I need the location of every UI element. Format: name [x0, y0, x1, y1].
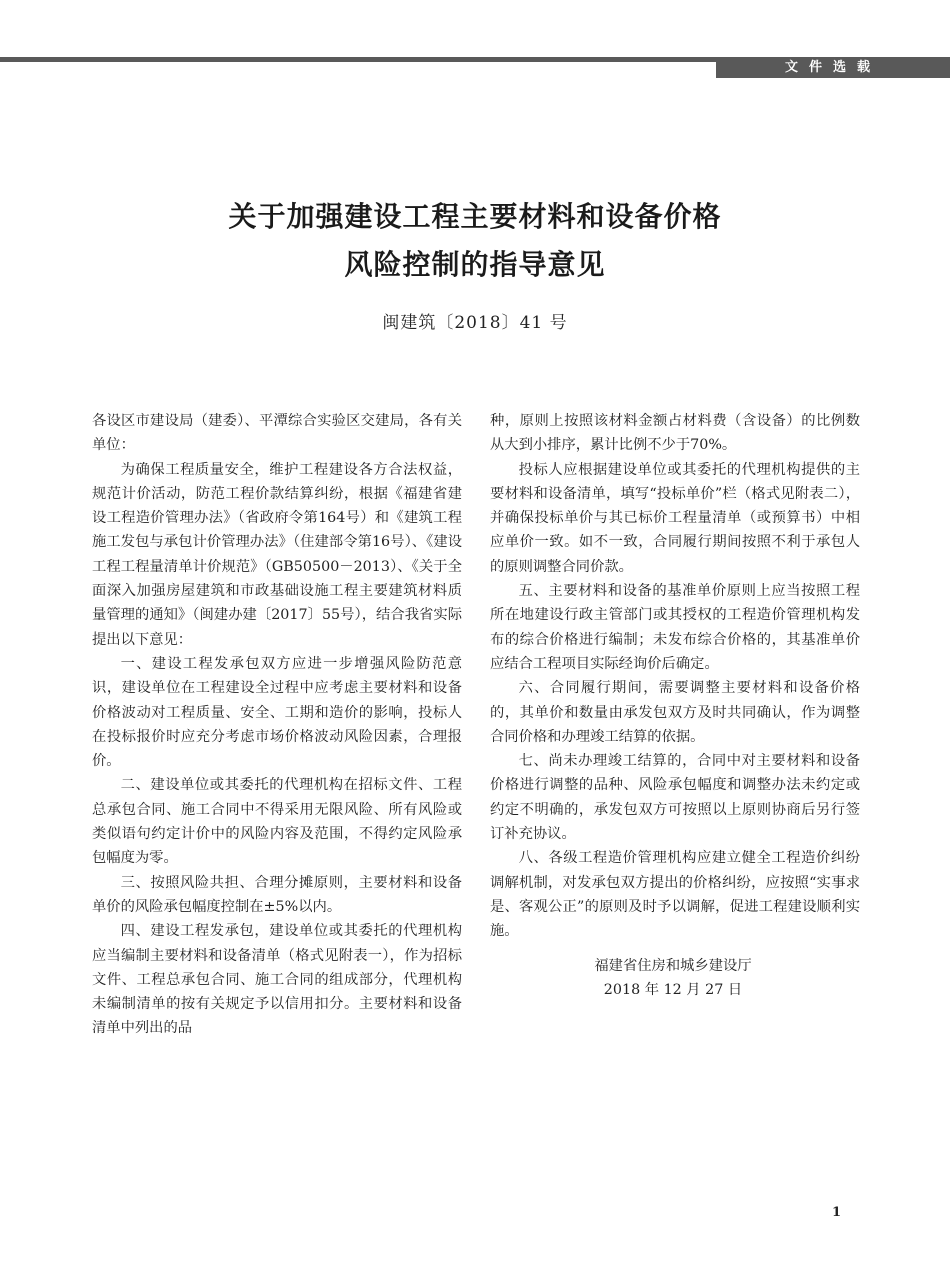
- paragraph-3: 三、按照风险共担、合理分摊原则，主要材料和设备单价的风险承包幅度控制在±5%以内。: [92, 874, 462, 915]
- paragraph-intro: 为确保工程质量安全，维护工程建设各方合法权益，规范计价活动，防范工程价款结算纠纷，根据《福建省建设工程造价管理办法》（省政府令第164号）和《建筑工程施工发包与承包计价管理办法》（住建部令第16号）、《建设工程工程量清单计价规范》（GB50500－2013）、《关于全面深入加强房屋建筑和市政基础设施工程主要建筑材料质量管理的通知》（闽建办建〔2017〕55号），结合我省实际提出以下意见：: [92, 461, 462, 648]
- paragraph-4: 四、建设工程发承包，建设单位或其委托的代理机构应当编制主要材料和设备清单（格式见附表一），作为招标文件、工程总承包合同、施工合同的组成部分，代理机构未编制清单的按有关规定予以信用扣分。主要材料和设备清单中列出的品: [92, 923, 462, 1037]
- paragraph-4-continued: 种，原则上按照该材料金额占材料费（含设备）的比例数从大到小排序，累计比例不少于70%。: [490, 413, 860, 454]
- title-line-1: 关于加强建设工程主要材料和设备价格: [228, 200, 722, 233]
- section-label: 文件选载: [716, 57, 950, 78]
- paragraph-8: 八、各级工程造价管理机构应建立健全工程造价纠纷调解机制，对发承包双方提出的价格纠纷，应按照“实事求是、客观公正”的原则及时予以调解，促进工程建设顺利实施。: [490, 850, 860, 940]
- issuer: 福建省住房和城乡建设厅: [594, 957, 752, 974]
- paragraph-6: 六、合同履行期间，需要调整主要材料和设备价格的，其单价和数量由承发包双方及时共同确认，作为调整合同价格和办理竣工结算的依据。: [490, 680, 860, 745]
- document-title: [0, 193, 950, 289]
- right-column: [490, 409, 860, 1002]
- page-number: 1: [832, 1205, 842, 1220]
- issue-date: 2018 年 12 月 27 日: [603, 981, 743, 998]
- paragraph-2: 二、建设单位或其委托的代理机构在招标文件、工程总承包合同、施工合同中不得采用无限风险、所有风险或类似语句约定计价中的风险内容及范围，不得约定风险承包幅度为零。: [92, 777, 462, 867]
- document-number: 闽建筑〔2018〕41 号: [382, 313, 568, 333]
- paragraph-5: 五、主要材料和设备的基准单价原则上应当按照工程所在地建设行政主管部门或其授权的工程造价管理机构发布的综合价格进行编制；未发布综合价格的，其基准单价应结合工程项目实际经询价后确定。: [490, 583, 860, 672]
- title-line-2: 风险控制的指导意见: [344, 248, 606, 281]
- paragraph-1: 一、建设工程发承包双方应进一步增强风险防范意识，建设单位在工程建设全过程中应考虑主要材料和设备价格波动对工程质量、安全、工期和造价的影响，投标人在投标报价时应充分考虑市场价格波动风险因素，合理报价。: [92, 655, 462, 770]
- paragraph-4b: 投标人应根据建设单位或其委托的代理机构提供的主要材料和设备清单，填写“投标单价”栏（格式见附表二），并确保投标单价与其已标价工程量清单（或预算书）中相应单价一致。如不一致，合同履行期间按照不利于承包人的原则调整合同价款。: [490, 461, 860, 575]
- left-column: [92, 409, 462, 1041]
- salutation: 各设区市建设局（建委）、平潭综合实验区交建局，各有关单位：: [92, 413, 462, 454]
- signature-block: [508, 954, 838, 1003]
- paragraph-7: 七、尚未办理竣工结算的，合同中对主要材料和设备价格进行调整的品种、风险承包幅度和调整办法未约定或约定不明确的，承发包双方可按照以上原则协商后另行签订补充协议。: [490, 753, 860, 843]
